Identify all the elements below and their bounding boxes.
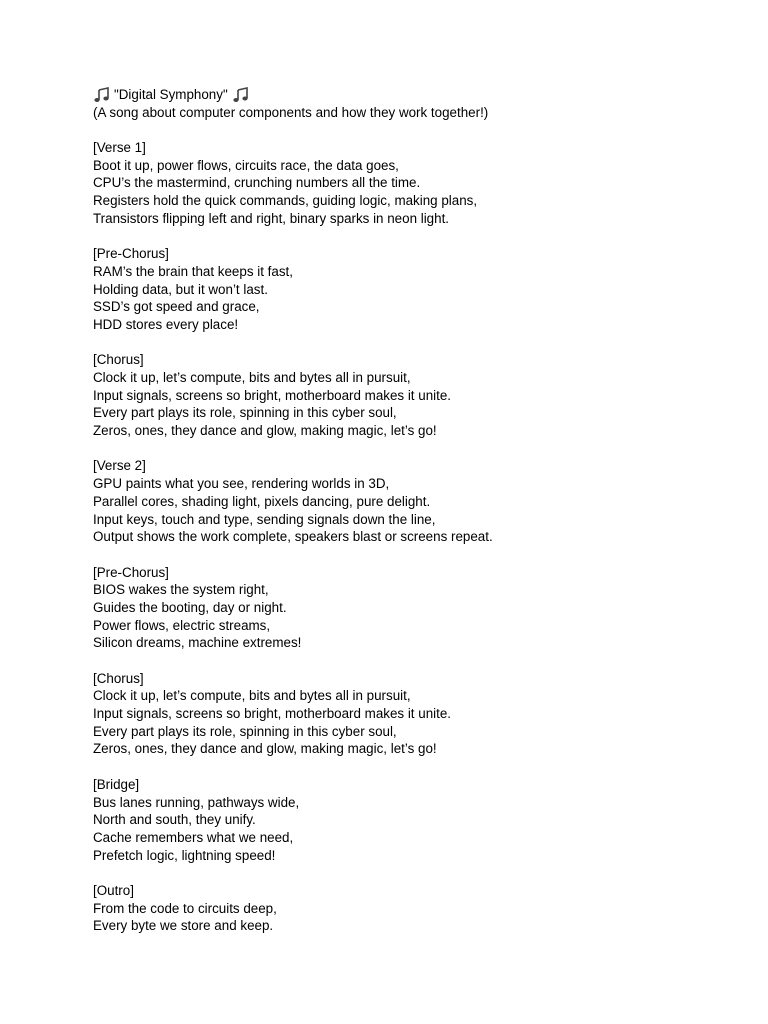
lyric-line: Output shows the work complete, speakers blast or screens repeat. bbox=[93, 529, 493, 545]
lyric-line: SSD’s got speed and grace, bbox=[93, 299, 260, 315]
lyric-line: Clock it up, let’s compute, bits and bytes all in pursuit, bbox=[93, 688, 411, 704]
lyric-line: Silicon dreams, machine extremes! bbox=[93, 635, 302, 651]
blank-line bbox=[93, 334, 733, 352]
section-heading: [Verse 2] bbox=[93, 458, 146, 474]
lyric-line: Holding data, but it won’t last. bbox=[93, 281, 268, 297]
lyric-line: Prefetch logic, lightning speed! bbox=[93, 847, 276, 863]
section-heading: [Chorus] bbox=[93, 670, 144, 686]
lyric-line: Input signals, screens so bright, motherboard makes it unite. bbox=[93, 387, 452, 403]
lyric-line: Every byte we store and keep. bbox=[93, 918, 274, 934]
lyric-line: From the code to circuits deep, bbox=[93, 900, 277, 916]
song-title-line bbox=[93, 86, 733, 104]
lyric-line: Transistors flipping left and right, binary sparks in neon light. bbox=[93, 210, 450, 226]
song-document bbox=[93, 86, 733, 935]
section-heading: [Chorus] bbox=[93, 352, 144, 368]
lyric-line: BIOS wakes the system right, bbox=[93, 582, 269, 598]
lyric-line: North and south, they unify. bbox=[93, 812, 256, 828]
lyric-line: Power flows, electric streams, bbox=[93, 617, 271, 633]
blank-line bbox=[93, 440, 733, 458]
lyric-line: Cache remembers what we need, bbox=[93, 829, 294, 845]
blank-line bbox=[93, 546, 733, 564]
section-heading: [Pre-Chorus] bbox=[93, 246, 169, 262]
lyric-line: HDD stores every place! bbox=[93, 316, 239, 332]
lyric-line: Zeros, ones, they dance and glow, making magic, let’s go! bbox=[93, 741, 437, 757]
song-subtitle: (A song about computer components and how they work together!) bbox=[93, 104, 489, 120]
lyric-line: CPU’s the mastermind, crunching numbers all the time. bbox=[93, 175, 421, 191]
section-heading: [Pre-Chorus] bbox=[93, 564, 169, 580]
lyric-line: Input signals, screens so bright, motherboard makes it unite. bbox=[93, 706, 452, 722]
music-note-icon bbox=[93, 87, 110, 103]
song-title: "Digital Symphony" bbox=[114, 87, 228, 102]
section-heading: [Bridge] bbox=[93, 776, 140, 792]
lyric-line: Every part plays its role, spinning in this cyber soul, bbox=[93, 405, 397, 421]
lyric-line: Guides the booting, day or night. bbox=[93, 599, 287, 615]
song-sections bbox=[93, 121, 733, 935]
section-heading: [Outro] bbox=[93, 882, 134, 898]
lyric-line: Boot it up, power flows, circuits race, the data goes, bbox=[93, 157, 399, 173]
lyric-line: Clock it up, let’s compute, bits and bytes all in pursuit, bbox=[93, 370, 411, 385]
lyric-line: Every part plays its role, spinning in this cyber soul, bbox=[93, 723, 397, 739]
lyric-line: Parallel cores, shading light, pixels dancing, pure delight. bbox=[93, 493, 431, 509]
blank-line bbox=[93, 864, 733, 882]
lyric-line: GPU paints what you see, rendering worlds in 3D, bbox=[93, 476, 390, 492]
blank-line bbox=[93, 228, 733, 246]
blank-line bbox=[93, 758, 733, 776]
section-heading: [Verse 1] bbox=[93, 140, 146, 156]
blank-line bbox=[93, 121, 733, 139]
blank-line bbox=[93, 652, 733, 670]
music-note-icon bbox=[232, 87, 249, 103]
lyric-line: Zeros, ones, they dance and glow, making magic, let’s go! bbox=[93, 423, 437, 439]
lyric-line: Registers hold the quick commands, guiding logic, making plans, bbox=[93, 193, 478, 209]
lyric-line: Bus lanes running, pathways wide, bbox=[93, 794, 300, 810]
lyric-line: Input keys, touch and type, sending signals down the line, bbox=[93, 511, 436, 527]
lyric-line: RAM’s the brain that keeps it fast, bbox=[93, 263, 293, 279]
